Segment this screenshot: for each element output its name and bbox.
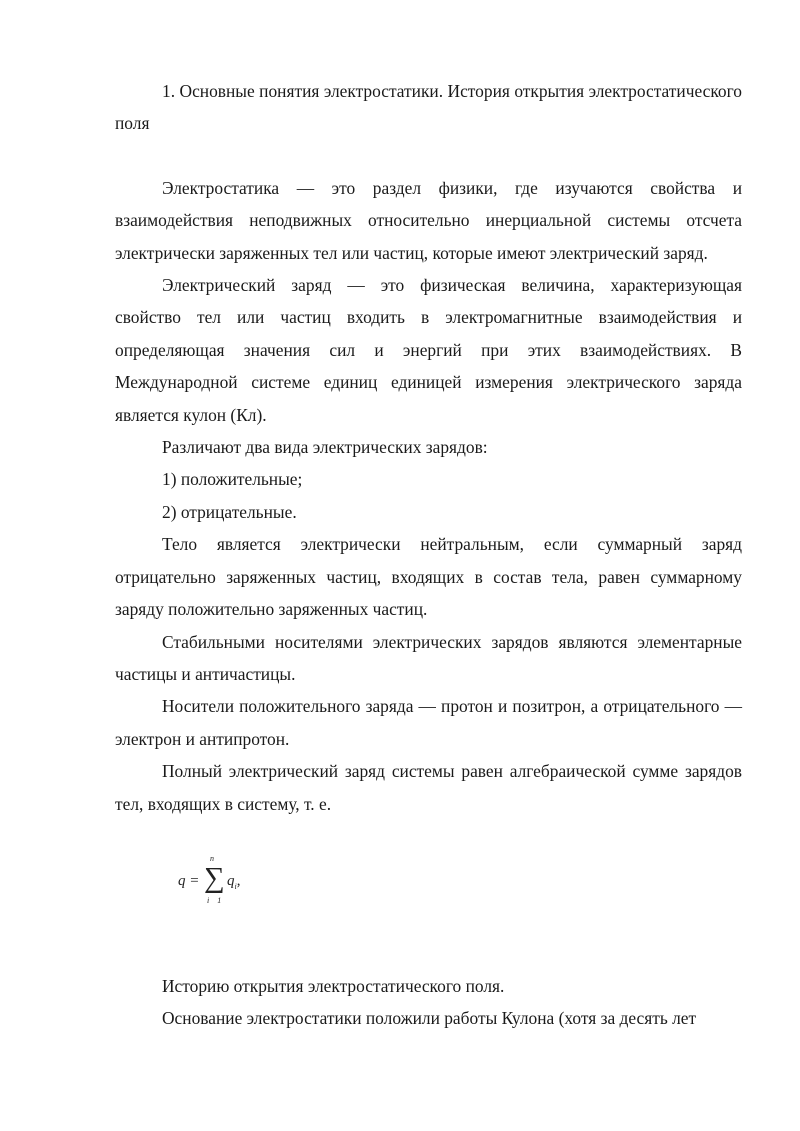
paragraph-history-heading: Историю открытия электростатического поля. <box>162 975 505 996</box>
section-heading: 1. Основные понятия электростатики. История открытия электростатического поля <box>115 81 742 134</box>
formula-upper-limit: n <box>210 853 214 863</box>
formula-lower-limit: i 1 <box>207 895 225 905</box>
paragraph-charge-carriers: Носители положительного заряда — протон и позитрон, а отрицательного — электрон и антипротон. <box>115 696 742 749</box>
paragraph-electrostatics-definition: Электростатика — это раздел физики, где изучаются свойства и взаимодействия неподвижных относительно инерциальной системы отсчета электрически заряженных тел или частиц, которые имеют электрический заряд. <box>115 177 742 263</box>
total-charge-formula <box>115 820 742 970</box>
paragraph-coulomb: Основание электростатики положили работы Кулона (хотя за десять лет <box>162 1008 697 1029</box>
formula-term-symbol: q <box>227 872 235 889</box>
document-page <box>115 75 742 1035</box>
formula-lhs: q = <box>178 872 200 889</box>
formula-trailing: , <box>236 872 241 889</box>
list-item-negative: 2) отрицательные. <box>162 501 297 522</box>
list-item-positive: 1) положительные; <box>162 469 303 490</box>
paragraph-neutral-body: Тело является электрически нейтральным, если суммарный заряд отрицательно заряженных частиц, входящих в состав тела, равен суммарному заряду положительно заряженных частиц. <box>115 534 742 620</box>
paragraph-total-charge: Полный электрический заряд системы равен алгебраической сумме зарядов тел, входящих в систему, т. е. <box>115 761 742 814</box>
paragraph-stable-carriers: Стабильными носителями электрических зарядов являются элементарные частицы и античастицы. <box>115 631 742 684</box>
paragraph-electric-charge-definition: Электрический заряд — это физическая величина, характеризующая свойство тел или частиц входить в электромагнитные взаимодействия и определяющая значения сил и энергий при этих взаимодействиях. В Международной системе единиц единицей измерения электрического заряда является кулон (Кл). <box>115 275 742 425</box>
formula-sum-symbol: ∑ <box>204 861 225 894</box>
formula-term <box>227 872 240 896</box>
paragraph-charge-types-intro: Различают два вида электрических зарядов: <box>162 437 488 458</box>
formula-term-subscript: i <box>234 881 237 891</box>
